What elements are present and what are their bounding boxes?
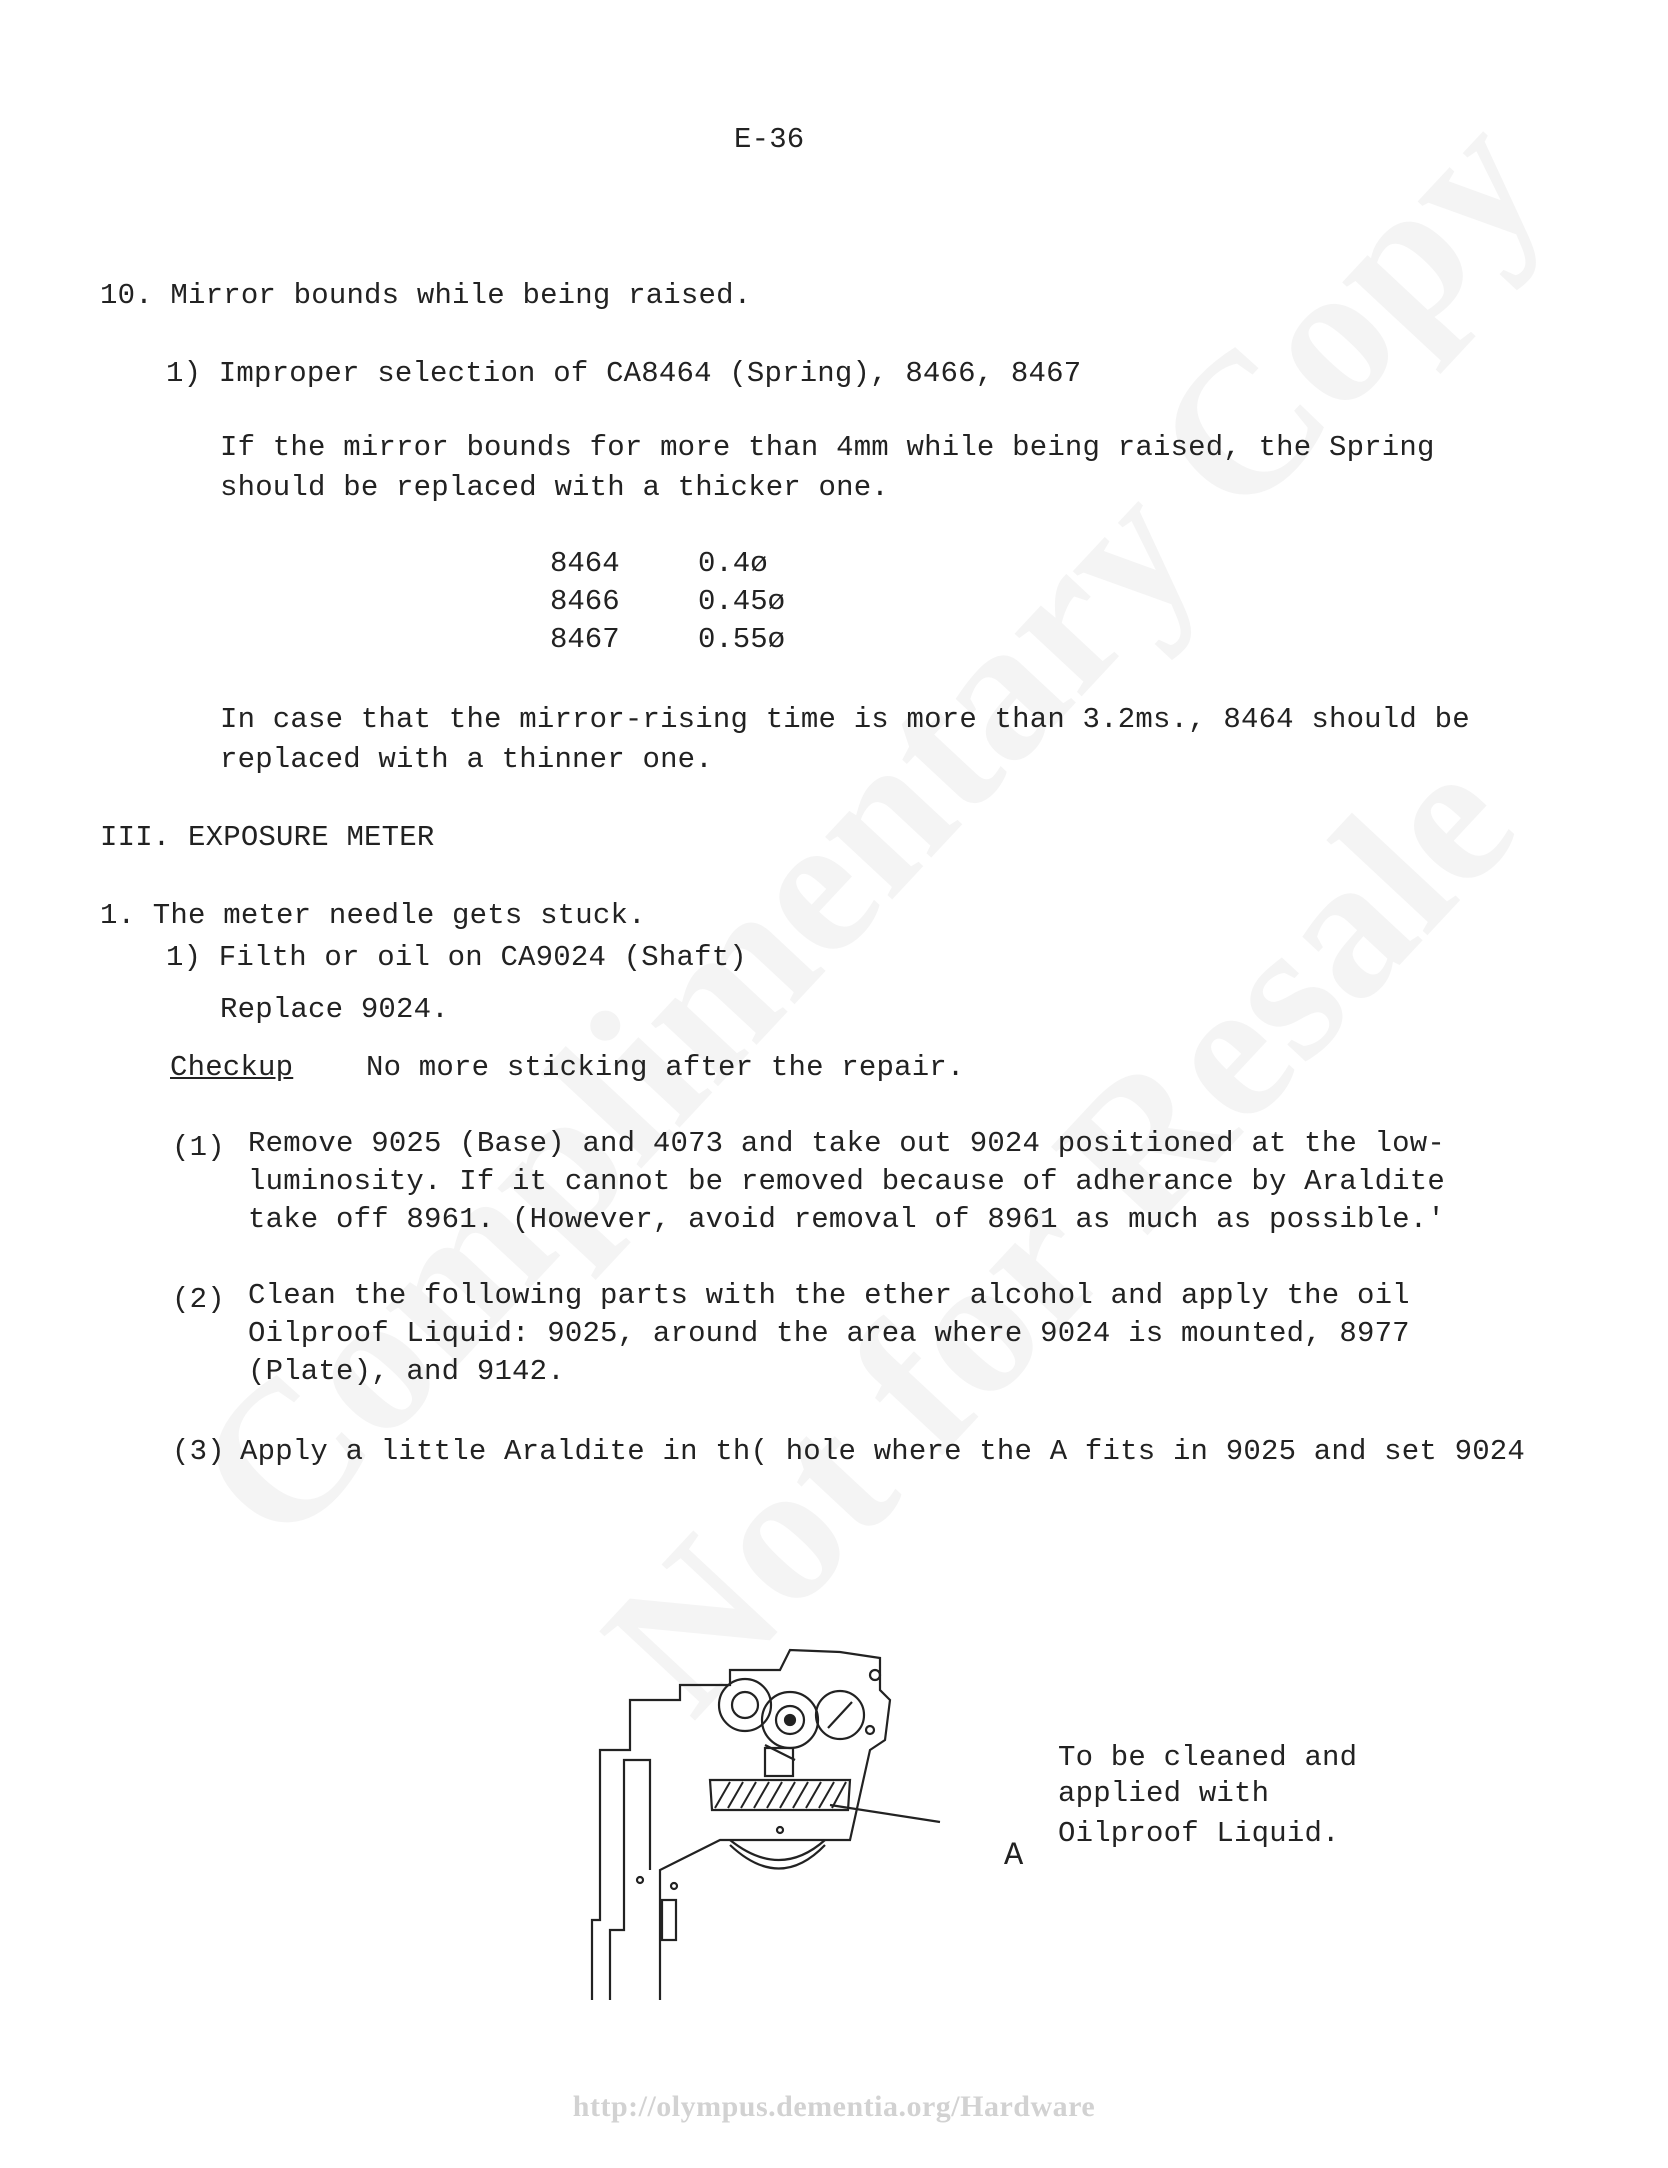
spec-value: 0.45ø	[698, 585, 786, 618]
step-line: Clean the following parts with the ether alcohol and apply the oil	[248, 1279, 1410, 1312]
checkup-label: Checkup	[170, 1051, 294, 1084]
checkup-text: No more sticking after the repair.	[366, 1051, 965, 1084]
spec-value: 0.4ø	[698, 547, 768, 580]
spec-part: 8467	[550, 623, 620, 656]
section3-item1-heading: 1. The meter needle gets stuck.	[100, 899, 646, 932]
section10-para2-line2: replaced with a thinner one.	[220, 743, 713, 776]
diagram-caption-line3: Oilproof Liquid.	[1058, 1817, 1340, 1850]
diagram-caption-line1: To be cleaned and	[1058, 1741, 1358, 1774]
section10-heading: 10. Mirror bounds while being raised.	[100, 279, 752, 312]
section3-sub1: 1) Filth or oil on CA9024 (Shaft)	[166, 941, 747, 974]
step-number: (1)	[172, 1131, 225, 1164]
step-line: Oilproof Liquid: 9025, around the area where 9024 is mounted, 8977	[248, 1317, 1410, 1350]
diagram-label-a: A	[1004, 1837, 1024, 1874]
section10-para1-line1: If the mirror bounds for more than 4mm while being raised, the Spring	[220, 431, 1435, 464]
step-number: (2)	[172, 1283, 225, 1316]
page-number: E-36	[734, 123, 805, 156]
step-line: Remove 9025 (Base) and 4073 and take out 9024 positioned at the low-	[248, 1127, 1445, 1160]
section10-item1: 1) Improper selection of CA8464 (Spring), 8466, 8467	[166, 357, 1082, 390]
spring-spec-table	[550, 544, 850, 664]
footer-url: http://olympus.dementia.org/Hardware	[572, 2090, 1096, 2123]
step-line: (Plate), and 9142.	[248, 1355, 565, 1388]
spec-part: 8466	[550, 585, 620, 618]
section10-para1-line2: should be replaced with a thicker one.	[220, 471, 889, 504]
step-line: luminosity. If it cannot be removed because of adherance by Araldite	[248, 1165, 1445, 1198]
section10-para2-line1: In case that the mirror-rising time is more than 3.2ms., 8464 should be	[220, 703, 1470, 736]
section3-sub1-action: Replace 9024.	[220, 993, 449, 1026]
section3-heading: III. EXPOSURE METER	[100, 821, 435, 854]
step-line: take off 8961. (However, avoid removal of 8961 as much as possible.'	[248, 1203, 1445, 1236]
step-number: (3)	[172, 1435, 225, 1468]
diagram-caption-line2: applied with	[1058, 1777, 1270, 1810]
spec-part: 8464	[550, 547, 620, 580]
step-line: Apply a little Araldite in th( hole where the A fits in 9025 and set 9024	[240, 1435, 1526, 1468]
spec-value: 0.55ø	[698, 623, 786, 656]
meter-mechanism-diagram	[580, 1630, 1000, 2010]
